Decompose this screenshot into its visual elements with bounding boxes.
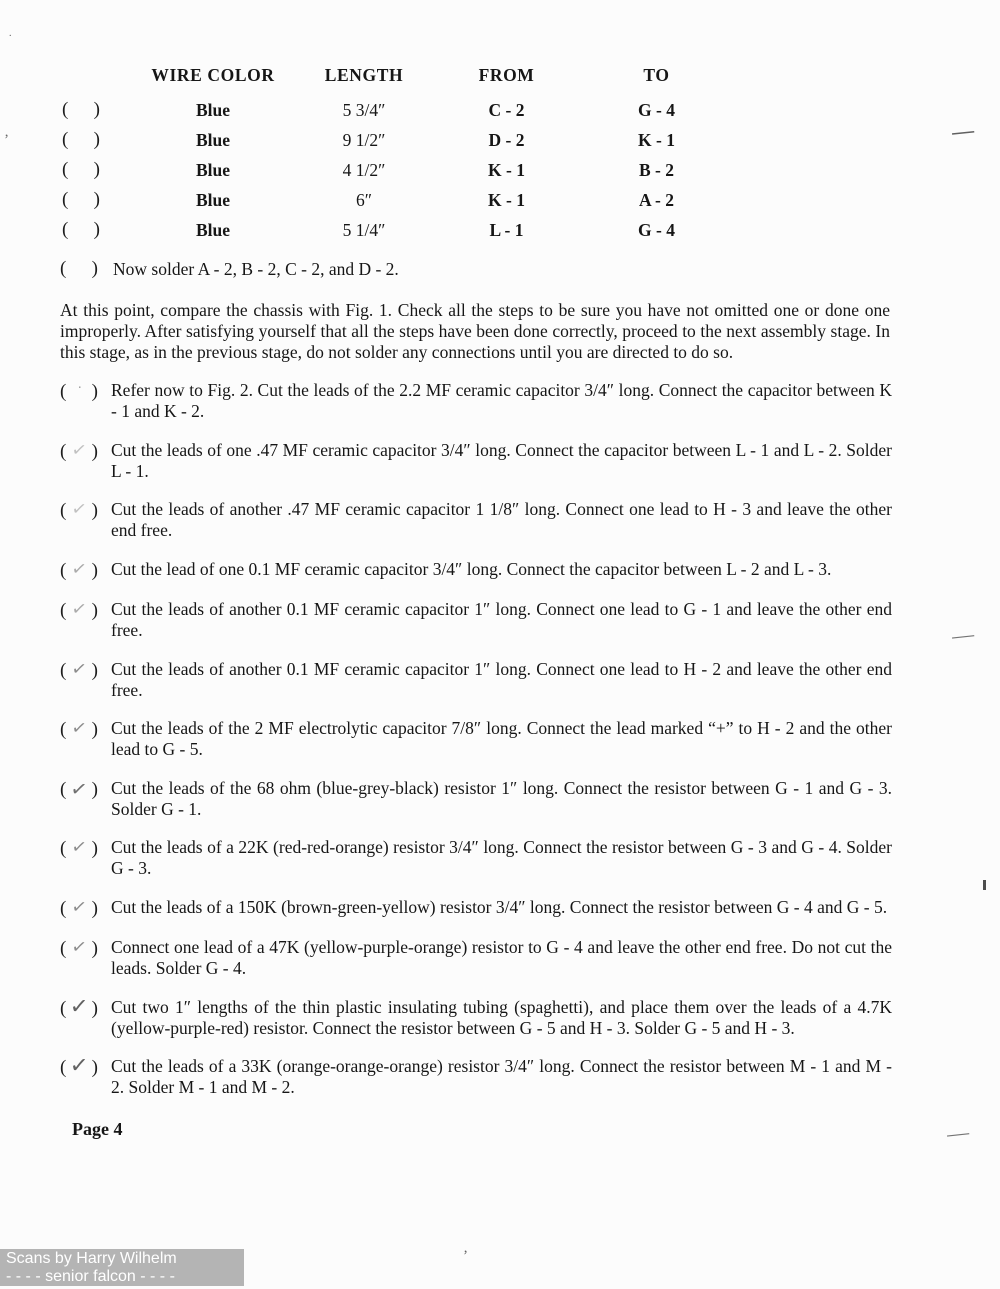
col-header-to: TO xyxy=(643,64,670,85)
pencil-checkmark: · xyxy=(77,380,82,395)
pencil-checkmark: ✓ xyxy=(69,835,89,859)
paren-close: ) xyxy=(91,258,98,279)
paren-open: ( xyxy=(60,719,67,740)
length-cell: 5 1/4″ xyxy=(342,219,386,240)
paren-close: ) xyxy=(91,500,98,521)
paren-close: ) xyxy=(91,778,98,800)
paren-open: ( xyxy=(60,559,67,581)
instruction-step xyxy=(60,937,892,979)
step-checkbox xyxy=(62,159,100,181)
scan-speck: — xyxy=(945,1118,971,1147)
instruction-step xyxy=(60,897,892,920)
paren-close: ) xyxy=(91,559,98,581)
step-text: Cut the leads of a 150K (brown-green-yellow) resistor 3/4″ long. Connect the resistor between G - 4 and G - 5. xyxy=(111,896,888,917)
watermark-line1: Scans by Harry Wilhelm xyxy=(6,1250,177,1267)
to-cell: G - 4 xyxy=(638,219,675,240)
paren-open: ( xyxy=(62,99,69,120)
step-checkbox xyxy=(60,657,98,682)
paren-close: ) xyxy=(91,659,98,681)
step-text: Cut the leads of the 2 MF electrolytic capacitor 7/8″ long. Connect the lead marked “+” to H - 2 and the other lead to G - 5. xyxy=(111,718,892,759)
instruction-step xyxy=(60,499,892,541)
instruction-step xyxy=(60,380,892,422)
scan-speck: ’ xyxy=(4,132,9,148)
paren-close: ) xyxy=(91,897,98,919)
instruction-step xyxy=(60,775,892,820)
step-checkbox xyxy=(60,597,98,622)
paren-close: ) xyxy=(93,99,100,120)
wire-table xyxy=(62,58,724,245)
step-checkbox xyxy=(60,497,98,522)
paren-open: ( xyxy=(60,1057,67,1078)
step-text: Cut the leads of a 22K (red-red-orange) resistor 3/4″ long. Connect the resistor between G - 3 and G - 4. Solder G - 3. xyxy=(111,837,892,878)
paren-close: ) xyxy=(91,838,98,859)
step-checkbox xyxy=(60,557,98,582)
paren-close: ) xyxy=(91,381,98,402)
pencil-checkmark: ✓ xyxy=(69,895,89,919)
instruction-step xyxy=(60,599,892,641)
paren-open: ( xyxy=(62,129,69,150)
page-content xyxy=(60,58,892,1140)
step-text: Cut the lead of one 0.1 MF ceramic capacitor 3/4″ long. Connect the capacitor between L - 2 and L - 3. xyxy=(111,558,832,579)
table-row xyxy=(62,185,724,215)
paren-open: ( xyxy=(60,938,67,959)
step-text: Connect one lead of a 47K (yellow-purple-orange) resistor to G - 4 and leave the other end free. Do not cut the leads. Solder G - 4. xyxy=(111,937,892,978)
from-cell: C - 2 xyxy=(488,99,525,120)
col-header-wire-color: WIRE COLOR xyxy=(151,64,275,85)
instruction-steps xyxy=(60,380,892,1098)
step-text: Cut the leads of another .47 MF ceramic capacitor 1 1/8″ long. Connect one lead to H - 3 and leave the other end free. xyxy=(111,499,892,540)
paren-open: ( xyxy=(62,189,69,210)
step-checkbox xyxy=(62,189,100,211)
from-cell: L - 1 xyxy=(489,219,524,240)
step-checkbox xyxy=(62,129,100,151)
instruction-step xyxy=(60,1052,892,1098)
paren-close: ) xyxy=(93,189,100,210)
paren-open: ( xyxy=(60,659,67,681)
paren-open: ( xyxy=(60,258,67,279)
step-checkbox xyxy=(62,99,100,121)
instruction-step xyxy=(60,837,892,879)
paren-close: ) xyxy=(91,997,98,1019)
paren-close: ) xyxy=(93,219,100,240)
paren-open: ( xyxy=(60,897,67,919)
col-header-from: FROM xyxy=(478,64,535,85)
pencil-checkmark: ✓ xyxy=(68,775,90,802)
wire-color-cell: Blue xyxy=(195,189,231,210)
step-text: Cut two 1″ lengths of the thin plastic insulating tubing (spaghetti), and place them over the leads of a 4.7K (yellow-purple-red) resistor. Connect the resistor between G - 5 and H - 3. Solder G - 5 and H - 3. xyxy=(111,996,892,1038)
step-text: Cut the leads of one .47 MF ceramic capacitor 3/4″ long. Connect the capacitor between L - 1 and L - 2. Solder L - 1. xyxy=(111,439,892,481)
watermark-line2: - - - - senior falcon - - - - xyxy=(6,1268,175,1285)
paren-open: ( xyxy=(60,838,67,859)
pencil-checkmark: ✓ xyxy=(69,657,89,681)
paren-open: ( xyxy=(60,381,67,402)
step-text: Cut the leads of a 33K (orange-orange-orange) resistor 3/4″ long. Connect the resistor between M - 1 and M - 2. Solder M - 1 and M - 2. xyxy=(111,1056,892,1097)
length-cell: 9 1/2″ xyxy=(342,129,386,150)
paren-close: ) xyxy=(93,129,100,150)
scan-speck: — xyxy=(950,620,976,649)
table-row xyxy=(62,155,724,185)
step-checkbox xyxy=(60,895,98,920)
from-cell: K - 1 xyxy=(488,189,525,210)
wire-table-header xyxy=(62,58,724,92)
paren-open: ( xyxy=(60,440,67,462)
length-cell: 4 1/2″ xyxy=(342,159,386,180)
paren-close: ) xyxy=(91,1057,98,1078)
paren-open: ( xyxy=(60,500,67,521)
solder-step xyxy=(60,258,892,280)
paren-close: ) xyxy=(91,938,98,959)
scan-speck: — xyxy=(950,116,976,145)
step-checkbox xyxy=(60,716,98,741)
pencil-checkmark: ✓ xyxy=(69,557,89,581)
step-checkbox xyxy=(60,1052,98,1080)
paren-close: ) xyxy=(91,600,98,621)
instruction-paragraph: At this point, compare the chassis with Fig. 1. Check all the steps to be sure you have not omitted one or done one improperly. After satisfying yourself that all the steps have been done correctly, proceed to the next assembly stage. In this stage, as in the previous stage, do not solder any connections until you are directed to do so. xyxy=(60,300,890,362)
from-cell: K - 1 xyxy=(488,159,525,180)
instruction-step xyxy=(60,718,892,760)
instruction-step xyxy=(60,559,892,582)
step-text: Refer now to Fig. 2. Cut the leads of the 2.2 MF ceramic capacitor 3/4″ long. Connect the capacitor between K - 1 and K - 2. xyxy=(111,380,892,421)
scan-speck: ’ xyxy=(463,1248,468,1264)
instruction-step xyxy=(60,659,892,701)
pencil-checkmark: ✓ xyxy=(69,716,89,740)
step-text: Cut the leads of another 0.1 MF ceramic capacitor 1″ long. Connect one lead to G - 1 and leave the other end free. xyxy=(111,599,892,640)
paren-open: ( xyxy=(60,600,67,621)
to-cell: B - 2 xyxy=(639,159,674,180)
to-cell: K - 1 xyxy=(638,129,675,150)
pencil-checkmark: ✓ xyxy=(69,497,89,521)
step-checkbox xyxy=(62,219,100,241)
pencil-checkmark: ✓ xyxy=(68,1052,90,1080)
col-header-length: LENGTH xyxy=(324,64,404,85)
to-cell: A - 2 xyxy=(639,189,674,210)
wire-color-cell: Blue xyxy=(195,99,231,120)
table-row xyxy=(62,125,724,155)
paren-close: ) xyxy=(93,159,100,180)
from-cell: D - 2 xyxy=(488,129,525,150)
step-checkbox xyxy=(60,381,98,403)
scan-speck: . xyxy=(9,28,12,39)
length-cell: 6″ xyxy=(355,189,373,210)
paren-close: ) xyxy=(91,440,98,462)
pencil-checkmark: ✓ xyxy=(69,935,89,959)
step-checkbox xyxy=(60,438,98,463)
scan-speck xyxy=(983,880,986,890)
wire-color-cell: Blue xyxy=(195,129,231,150)
page-number: Page 4 xyxy=(72,1119,123,1139)
scan-watermark xyxy=(0,1249,244,1286)
paren-open: ( xyxy=(60,997,67,1019)
step-checkbox xyxy=(60,993,98,1020)
pencil-checkmark: ✓ xyxy=(69,597,89,621)
paren-open: ( xyxy=(60,778,67,800)
step-checkbox xyxy=(60,835,98,860)
paren-open: ( xyxy=(62,159,69,180)
pencil-checkmark: ✓ xyxy=(68,993,90,1020)
paren-open: ( xyxy=(62,219,69,240)
table-row xyxy=(62,95,724,125)
step-text: Cut the leads of the 68 ohm (blue-grey-black) resistor 1″ long. Connect the resistor between G - 1 and G - 3. Solder G - 1. xyxy=(111,777,892,819)
to-cell: G - 4 xyxy=(638,99,675,120)
paren-close: ) xyxy=(91,719,98,740)
wire-color-cell: Blue xyxy=(195,219,231,240)
wire-color-cell: Blue xyxy=(195,159,231,180)
length-cell: 5 3/4″ xyxy=(342,99,386,120)
instruction-step xyxy=(60,993,892,1039)
step-checkbox xyxy=(60,775,98,802)
step-checkbox xyxy=(60,935,98,960)
pencil-checkmark: ✓ xyxy=(69,438,89,462)
table-row xyxy=(62,215,724,245)
instruction-step xyxy=(60,440,892,482)
step-checkbox xyxy=(60,258,98,280)
step-text: Cut the leads of another 0.1 MF ceramic capacitor 1″ long. Connect one lead to H - 2 and leave the other end free. xyxy=(111,658,892,700)
solder-step-text: Now solder A - 2, B - 2, C - 2, and D - 2. xyxy=(113,259,399,279)
